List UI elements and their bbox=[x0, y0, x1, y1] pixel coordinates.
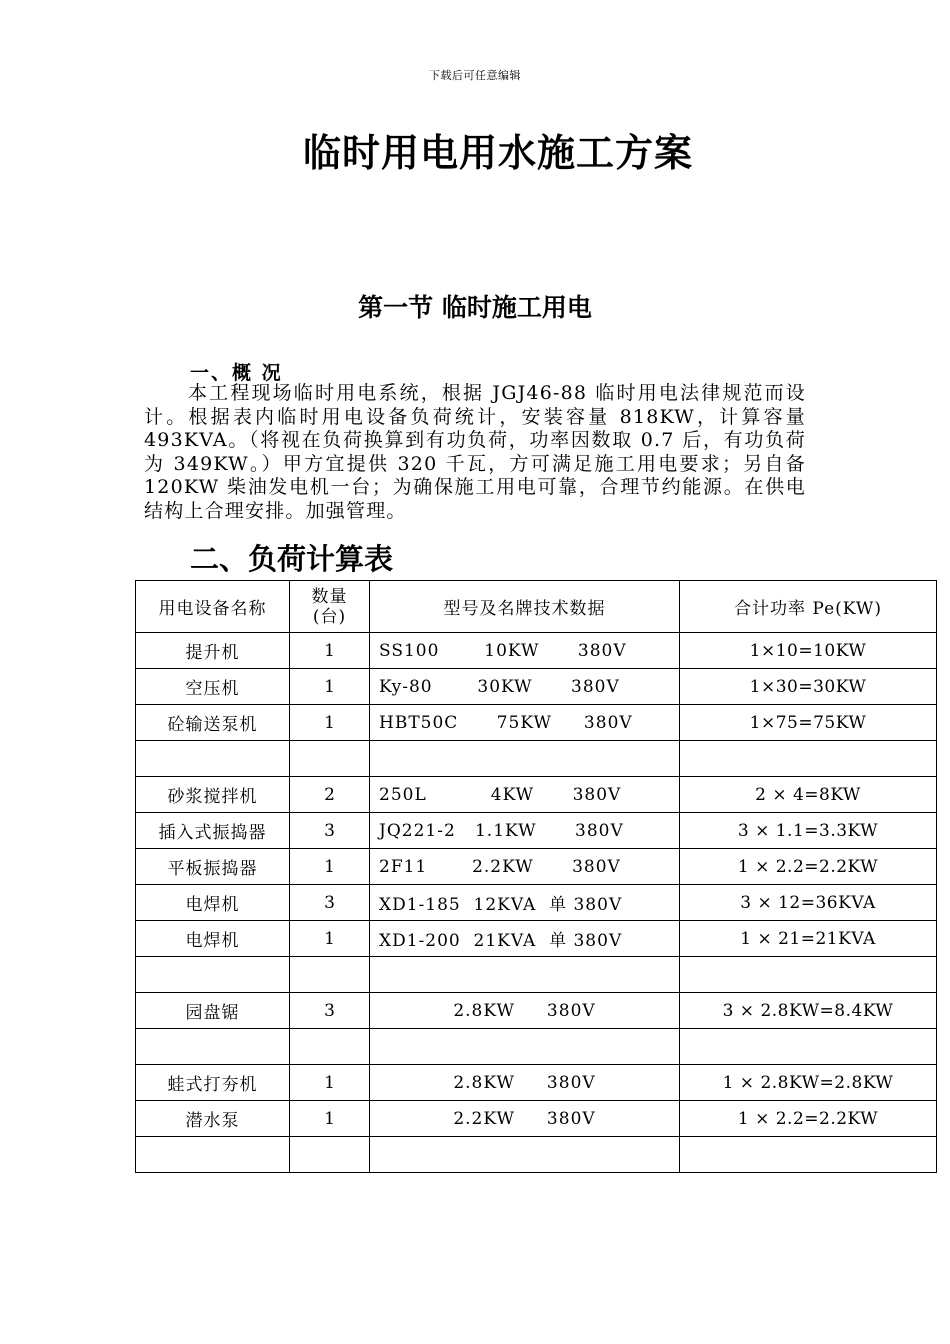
load-table-heading: 二、负荷计算表 bbox=[190, 542, 394, 576]
cell-model: XD1-200 21KVA 单 380V bbox=[370, 921, 680, 957]
column-header-model: 型号及名牌技术数据 bbox=[370, 581, 680, 633]
cell-model: Ky-80 30KW 380V bbox=[370, 669, 680, 705]
table-row bbox=[136, 1029, 937, 1065]
cell-name bbox=[136, 957, 290, 993]
table-row bbox=[136, 633, 937, 669]
cell-total bbox=[680, 1137, 937, 1173]
overview-paragraph: 本工程现场临时用电系统，根据 JGJ46-88 临时用电法律规范而设计。根据表内临时用电设备负荷统计，安装容量 818KW，计算容量 493KVA。（将视在负荷换算到有功负荷，功率因数取 0.7 后，有功负荷为 349KW。）甲方宜提供 320 千瓦，方可满足施工用电要求；另自备 120KW 柴油发电机一台；为确保施工用电可靠，合理节约能源。在供电结构上合理安排。加强管理。 bbox=[144, 382, 806, 522]
cell-qty: 1 bbox=[290, 633, 370, 669]
cell-name bbox=[136, 1137, 290, 1173]
load-calculation-table bbox=[135, 580, 937, 1173]
table-row bbox=[136, 705, 937, 741]
cell-qty bbox=[290, 957, 370, 993]
cell-model bbox=[370, 741, 680, 777]
column-header-qty-line1: 数量 bbox=[311, 586, 348, 607]
column-header-qty-line2: (台) bbox=[312, 606, 347, 627]
cell-qty: 3 bbox=[290, 885, 370, 921]
cell-model: 2.8KW 380V bbox=[370, 1065, 680, 1101]
cell-total: 1×30=30KW bbox=[680, 669, 937, 705]
cell-total: 3 × 2.8KW=8.4KW bbox=[680, 993, 937, 1029]
cell-qty bbox=[290, 741, 370, 777]
cell-qty: 3 bbox=[290, 813, 370, 849]
table-row bbox=[136, 885, 937, 921]
column-header-total: 合计功率 Pe(KW) bbox=[680, 581, 937, 633]
cell-qty bbox=[290, 1029, 370, 1065]
cell-model bbox=[370, 957, 680, 993]
cell-model: JQ221-2 1.1KW 380V bbox=[370, 813, 680, 849]
cell-model: SS100 10KW 380V bbox=[370, 633, 680, 669]
cell-total: 1×75=75KW bbox=[680, 705, 937, 741]
cell-qty: 3 bbox=[290, 993, 370, 1029]
cell-qty: 1 bbox=[290, 669, 370, 705]
table-row bbox=[136, 921, 937, 957]
cell-total: 1 × 21=21KVA bbox=[680, 921, 937, 957]
table-row bbox=[136, 957, 937, 993]
cell-name bbox=[136, 1029, 290, 1065]
cell-name: 空压机 bbox=[136, 669, 290, 705]
cell-total: 3 × 12=36KVA bbox=[680, 885, 937, 921]
table-row bbox=[136, 1065, 937, 1101]
cell-qty: 1 bbox=[290, 705, 370, 741]
cell-model: 2.2KW 380V bbox=[370, 1101, 680, 1137]
table-row bbox=[136, 813, 937, 849]
header-note: 下载后可任意编辑 bbox=[429, 69, 521, 82]
cell-name: 砂浆搅拌机 bbox=[136, 777, 290, 813]
cell-name: 潜水泵 bbox=[136, 1101, 290, 1137]
column-header-name: 用电设备名称 bbox=[136, 581, 290, 633]
cell-total: 1 × 2.8KW=2.8KW bbox=[680, 1065, 937, 1101]
table-row bbox=[136, 777, 937, 813]
cell-model bbox=[370, 1137, 680, 1173]
cell-name: 园盘锯 bbox=[136, 993, 290, 1029]
cell-total: 1 × 2.2=2.2KW bbox=[680, 1101, 937, 1137]
cell-qty: 2 bbox=[290, 777, 370, 813]
cell-name: 提升机 bbox=[136, 633, 290, 669]
cell-name: 蛙式打夯机 bbox=[136, 1065, 290, 1101]
cell-name: 电焊机 bbox=[136, 885, 290, 921]
table-row bbox=[136, 993, 937, 1029]
cell-qty: 1 bbox=[290, 1101, 370, 1137]
cell-total: 1 × 2.2=2.2KW bbox=[680, 849, 937, 885]
cell-qty bbox=[290, 1137, 370, 1173]
table-row bbox=[136, 849, 937, 885]
cell-model: XD1-185 12KVA 单 380V bbox=[370, 885, 680, 921]
table-row bbox=[136, 1137, 937, 1173]
cell-model: 2F11 2.2KW 380V bbox=[370, 849, 680, 885]
cell-name bbox=[136, 741, 290, 777]
cell-total bbox=[680, 1029, 937, 1065]
cell-model bbox=[370, 1029, 680, 1065]
cell-total: 3 × 1.1=3.3KW bbox=[680, 813, 937, 849]
cell-total: 1×10=10KW bbox=[680, 633, 937, 669]
table-header-row bbox=[136, 581, 937, 633]
table-row bbox=[136, 1101, 937, 1137]
cell-qty: 1 bbox=[290, 849, 370, 885]
cell-name: 插入式振捣器 bbox=[136, 813, 290, 849]
cell-total bbox=[680, 957, 937, 993]
cell-qty: 1 bbox=[290, 921, 370, 957]
document-title: 临时用电用水施工方案 bbox=[302, 131, 693, 175]
cell-name: 砼输送泵机 bbox=[136, 705, 290, 741]
cell-model: 250L 4KW 380V bbox=[370, 777, 680, 813]
overview-heading: 一、概 况 bbox=[190, 362, 283, 384]
cell-qty: 1 bbox=[290, 1065, 370, 1101]
table-row bbox=[136, 741, 937, 777]
cell-name: 电焊机 bbox=[136, 921, 290, 957]
cell-model: HBT50C 75KW 380V bbox=[370, 705, 680, 741]
table-row bbox=[136, 669, 937, 705]
cell-total: 2 × 4=8KW bbox=[680, 777, 937, 813]
section-title: 第一节 临时施工用电 bbox=[358, 293, 592, 322]
cell-total bbox=[680, 741, 937, 777]
cell-model: 2.8KW 380V bbox=[370, 993, 680, 1029]
cell-name: 平板振捣器 bbox=[136, 849, 290, 885]
column-header-qty bbox=[290, 581, 370, 633]
